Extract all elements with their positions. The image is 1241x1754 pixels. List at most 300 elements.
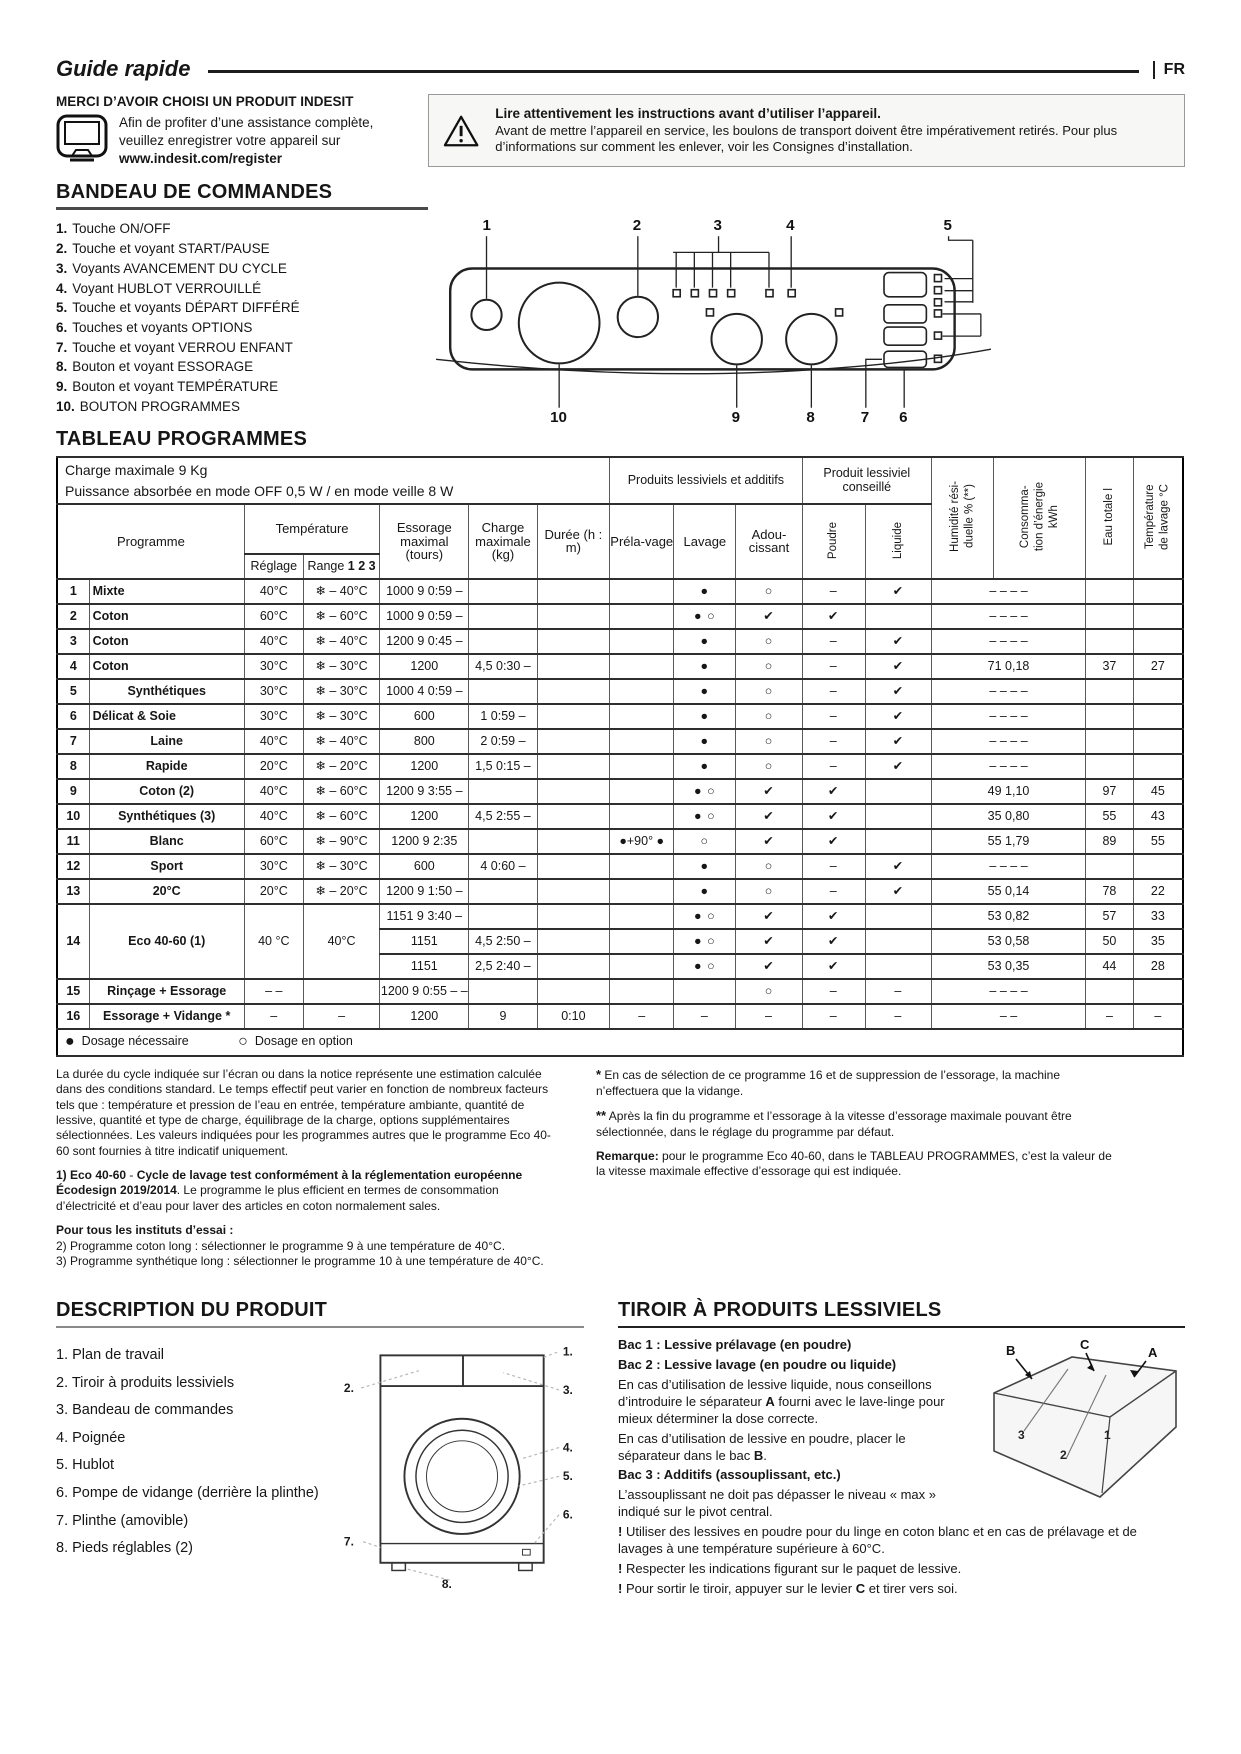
legend-row — [57, 1029, 1183, 1056]
table-row — [57, 829, 1183, 854]
liquid-detergent-note: En cas d’utilisation de lessive liquide, nous conseillons d’introduire le séparateur A fourni avec le lave-linge pour mieux déterminer la dose correcte. — [618, 1377, 945, 1426]
cell-wash: ● ○ — [674, 604, 736, 629]
section-bandeau — [56, 181, 1185, 424]
cell-wash-temp — [1133, 579, 1183, 604]
dot-label: Dosage nécessaire — [81, 1034, 189, 1048]
warning-note-1: ! Utiliser des lessives en poudre pour du linge en coton blanc et en cas de prélavage et de lavages à une température supérieure à 60°C. — [618, 1524, 1137, 1557]
cell-reglage: 40°C — [244, 629, 303, 654]
cell-humidity-energy: 55 1,79 — [931, 829, 1085, 854]
cell-programme-name: Coton — [89, 654, 244, 679]
command-item — [56, 377, 428, 397]
cell-prewash — [610, 904, 674, 929]
cell-wash — [674, 979, 736, 1004]
star-note-2: ** Après la fin du programme et l’essorage à la vitesse d’essorage maximale pouvant être sélectionnée, dans le réglage du programme par défaut. — [596, 1107, 1072, 1139]
cell-softener: ○ — [736, 854, 802, 879]
header-spin: Essorage maximal (tours) — [380, 504, 469, 579]
cell-powder: – — [802, 704, 865, 729]
cell-humidity-energy: 53 0,35 — [931, 954, 1085, 979]
cell-reglage: 40°C — [244, 579, 303, 604]
cell-duration — [537, 829, 610, 854]
header-programme: Programme — [57, 504, 244, 579]
cell-softener: ○ — [736, 729, 802, 754]
cell-range: ❄ – 40°C — [303, 629, 380, 654]
cell-liquid — [865, 604, 931, 629]
cell-programme-name: Essorage + Vidange * — [89, 1004, 244, 1029]
table-row — [57, 654, 1183, 679]
cell-number: 10 — [57, 804, 89, 829]
cell-water — [1086, 679, 1134, 704]
cell-range: ❄ – 60°C — [303, 804, 380, 829]
cell-number: 14 — [57, 904, 89, 979]
cell-programme-name: Sport — [89, 854, 244, 879]
dot-symbol: ● — [65, 1033, 75, 1050]
cell-powder: – — [802, 754, 865, 779]
intro-row — [56, 94, 1185, 167]
cell-humidity-energy: – – – – — [931, 729, 1085, 754]
cell-spin: 1200 — [380, 754, 469, 779]
cell-powder: – — [802, 1004, 865, 1029]
cell-liquid — [865, 954, 931, 979]
cell-prewash — [610, 704, 674, 729]
command-item — [56, 318, 428, 338]
drawer-compartment-1: 1 — [1104, 1428, 1111, 1443]
drawer-label-C: C — [1080, 1339, 1090, 1353]
warning-note-2: ! Respecter les indications figurant sur le paquet de lessive. — [618, 1560, 962, 1576]
footnotes — [56, 1067, 1185, 1269]
cell-spin: 1000 9 0:59 – — [380, 604, 469, 629]
cell-duration — [537, 904, 610, 929]
command-label: Touche ON/OFF — [72, 221, 171, 237]
cell-liquid — [865, 929, 931, 954]
cell-spin: 1000 9 0:59 – — [380, 579, 469, 604]
panel-label-1: 1 — [482, 217, 491, 235]
washing-machine-diagram — [342, 1340, 584, 1592]
cell-water: 57 — [1086, 904, 1134, 929]
cell-wash: ● ○ — [674, 954, 736, 979]
cell-number: 13 — [57, 879, 89, 904]
machine-label-6: 6. — [562, 1507, 573, 1522]
cell-wash: ● — [674, 654, 736, 679]
drawer-label-B: B — [1006, 1343, 1016, 1359]
cell-number: 3 — [57, 629, 89, 654]
cell-wash: ● — [674, 704, 736, 729]
tiroir-title: TIROIR À PRODUITS LESSIVIELS — [618, 1299, 1185, 1328]
cell-softener: ○ — [736, 704, 802, 729]
warning-title: Lire attentivement les instructions avant d’utiliser l’appareil. — [495, 105, 881, 121]
cell-prewash — [610, 629, 674, 654]
cell-load — [469, 879, 537, 904]
max-load: Charge maximale 9 Kg — [65, 462, 208, 479]
cell-prewash — [610, 604, 674, 629]
circle-label: Dosage en option — [254, 1034, 353, 1048]
cell-load: 2,5 2:40 – — [469, 954, 537, 979]
cell-powder: ✔ — [802, 779, 865, 804]
page-title: Guide rapide — [56, 56, 191, 81]
cell-wash: ● — [674, 754, 736, 779]
cell-water: 78 — [1086, 879, 1134, 904]
cell-programme-name: Coton — [89, 629, 244, 654]
command-label: Touches et voyants OPTIONS — [72, 319, 253, 335]
cell-water — [1086, 854, 1134, 879]
cell-number: 16 — [57, 1004, 89, 1029]
cell-water — [1086, 729, 1134, 754]
register-text — [119, 114, 373, 167]
register-url[interactable]: www.indesit.com/register — [119, 150, 283, 166]
cell-reglage: – – — [244, 979, 303, 1004]
cell-liquid: ✔ — [865, 629, 931, 654]
machine-label-2: 2. — [343, 1381, 354, 1396]
command-label: Touche et voyant VERROU ENFANT — [72, 339, 293, 355]
power-consumption: Puissance absorbée en mode OFF 0,5 W / en mode veille 8 W — [65, 482, 454, 499]
cell-spin: 1200 9 0:55 – – — [380, 979, 469, 1004]
cell-water: 97 — [1086, 779, 1134, 804]
powder-detergent-note: En cas d’utilisation de lessive en poudre, placer le séparateur dans le bac B. — [618, 1430, 906, 1463]
programme-rows-bottom — [57, 979, 1183, 1029]
cell-liquid: – — [865, 979, 931, 1004]
cell-load: 2 0:59 – — [469, 729, 537, 754]
register-block — [56, 94, 428, 167]
cell-range: ❄ – 40°C — [303, 729, 380, 754]
cell-range: ❄ – 20°C — [303, 879, 380, 904]
cell-number: 1 — [57, 579, 89, 604]
header-energy: Consomma- tion d’énergie kWh — [994, 457, 1086, 579]
eco-note: 1) Eco 40-60 - Cycle de lavage test conformément à la réglementation européenne Écodesign 2019/2014. Le programme le plus efficient en termes de consommation d’électricité et d’eau pour laver des articles en coton normalement sales. — [56, 1168, 523, 1213]
cell-softener: ✔ — [736, 954, 802, 979]
cell-load: 4,5 2:50 – — [469, 929, 537, 954]
cell-load — [469, 904, 537, 929]
table-row — [57, 729, 1183, 754]
panel-label-10: 10 — [550, 409, 567, 425]
cell-reglage: 30°C — [244, 854, 303, 879]
cell-duration — [537, 704, 610, 729]
thanks-title: MERCI D’AVOIR CHOISI UN PRODUIT INDESIT — [56, 94, 354, 109]
cell-spin: 1200 9 1:50 – — [380, 879, 469, 904]
cell-wash: – — [674, 1004, 736, 1029]
cell-number: 2 — [57, 604, 89, 629]
cell-range: ❄ – 40°C — [303, 579, 380, 604]
cell-wash: ● — [674, 729, 736, 754]
cell-softener: ○ — [736, 979, 802, 1004]
cell-softener: ✔ — [736, 804, 802, 829]
cell-powder: – — [802, 854, 865, 879]
table-row — [57, 754, 1183, 779]
cell-programme-name: Rinçage + Essorage — [89, 979, 244, 1004]
panel-label-5: 5 — [943, 217, 952, 235]
drawer-compartment-3: 3 — [1018, 1428, 1025, 1443]
programme-table — [56, 456, 1184, 1057]
cell-wash: ● ○ — [674, 904, 736, 929]
cell-wash-temp: 27 — [1133, 654, 1183, 679]
cell-humidity-energy: 55 0,14 — [931, 879, 1085, 904]
cell-softener: ✔ — [736, 779, 802, 804]
cell-water — [1086, 704, 1134, 729]
cell-range: ❄ – 20°C — [303, 754, 380, 779]
header-wash: Lavage — [674, 504, 736, 579]
header-duration: Durée (h : m) — [537, 504, 610, 579]
command-number: 9. — [56, 379, 68, 395]
command-label: Bouton et voyant ESSORAGE — [72, 359, 254, 375]
header-liquid: Liquide — [865, 504, 931, 579]
section-tiroir — [618, 1299, 1185, 1600]
cell-liquid: ✔ — [865, 879, 931, 904]
detergent-drawer-diagram — [980, 1339, 1185, 1511]
cell-programme-name: Mixte — [89, 579, 244, 604]
cell-duration — [537, 654, 610, 679]
cell-humidity-energy: – – – – — [931, 854, 1085, 879]
cell-humidity-energy: 53 0,82 — [931, 904, 1085, 929]
cell-liquid — [865, 904, 931, 929]
cell-spin: 800 — [380, 729, 469, 754]
command-label: BOUTON PROGRAMMES — [79, 398, 241, 414]
star-note-1: * En cas de sélection de ce programme 16 et de suppression de l’essorage, la machine n’effectuera que la vidange. — [596, 1066, 1061, 1098]
cell-humidity-energy: – – – – — [931, 754, 1085, 779]
cell-range: ❄ – 60°C — [303, 779, 380, 804]
header-powder: Poudre — [802, 504, 865, 579]
cell-liquid: ✔ — [865, 704, 931, 729]
header-prewash: Préla-vage — [610, 504, 674, 579]
cell-humidity-energy: – – – – — [931, 679, 1085, 704]
header-rule — [208, 70, 1138, 73]
cell-powder: – — [802, 729, 865, 754]
cell-powder: ✔ — [802, 804, 865, 829]
control-panel-diagram — [428, 210, 998, 424]
cell-load — [469, 829, 537, 854]
test-institutes-title: Pour tous les instituts d’essai : — [56, 1223, 234, 1238]
cell-humidity-energy: – – — [931, 1004, 1085, 1029]
cell-programme-name: 20°C — [89, 879, 244, 904]
table-row — [57, 704, 1183, 729]
cell-number: 12 — [57, 854, 89, 879]
description-item: 4. Poignée — [56, 1429, 126, 1446]
cell-load: 4 0:60 – — [469, 854, 537, 879]
cell-duration: 0:10 — [537, 1004, 610, 1029]
cell-reglage: 30°C — [244, 654, 303, 679]
cell-wash: ● — [674, 579, 736, 604]
warning-body: Avant de mettre l’appareil en service, les boulons de transport doivent être impérativement retirés. Pour plus d’informations sur comment les enlever, voir les Consignes d’installation. — [495, 122, 1118, 155]
bac1-title: Bac 1 : Lessive prélavage (en poudre) — [618, 1337, 852, 1353]
cell-range: ❄ – 30°C — [303, 679, 380, 704]
cell-reglage: 20°C — [244, 754, 303, 779]
cell-duration — [537, 729, 610, 754]
cell-wash: ● — [674, 679, 736, 704]
cell-number: 6 — [57, 704, 89, 729]
cell-humidity-energy: 35 0,80 — [931, 804, 1085, 829]
cell-prewash: ●+90° ● — [610, 829, 674, 854]
cell-wash-temp: 22 — [1133, 879, 1183, 904]
command-number: 7. — [56, 339, 68, 355]
cell-humidity-energy: – – – – — [931, 979, 1085, 1004]
cell-duration — [537, 854, 610, 879]
cell-powder: – — [802, 629, 865, 654]
header-softener: Adou-cissant — [736, 504, 802, 579]
cell-liquid: ✔ — [865, 654, 931, 679]
warning-box — [428, 94, 1185, 167]
cell-spin: 1151 — [380, 929, 469, 954]
panel-label-9: 9 — [731, 409, 741, 425]
command-number: 4. — [56, 280, 68, 296]
cell-prewash — [610, 779, 674, 804]
command-item — [56, 338, 428, 358]
bandeau-title: BANDEAU DE COMMANDES — [56, 181, 428, 210]
cell-liquid — [865, 779, 931, 804]
cell-liquid — [865, 804, 931, 829]
cell-programme-name: Eco 40-60 (1) — [89, 904, 244, 979]
bac3-title: Bac 3 : Additifs (assouplissant, etc.) — [618, 1467, 841, 1483]
cell-wash: ○ — [674, 829, 736, 854]
header-water: Eau totale l — [1086, 457, 1134, 579]
cell-liquid: ✔ — [865, 754, 931, 779]
cell-reglage: 20°C — [244, 879, 303, 904]
register-line2: veuillez enregistrer votre appareil sur — [119, 132, 341, 148]
footnotes-left — [56, 1067, 556, 1269]
drawer-compartment-2: 2 — [1060, 1448, 1067, 1463]
command-item — [56, 298, 428, 318]
command-number: 5. — [56, 300, 68, 316]
cell-softener: ✔ — [736, 829, 802, 854]
table-row — [57, 904, 1183, 929]
machine-label-4: 4. — [562, 1440, 573, 1455]
cell-range: ❄ – 90°C — [303, 829, 380, 854]
cell-number: 5 — [57, 679, 89, 704]
cell-wash-temp — [1133, 604, 1183, 629]
cell-softener: ○ — [736, 679, 802, 704]
cell-liquid: ✔ — [865, 579, 931, 604]
cell-wash: ● ○ — [674, 779, 736, 804]
cell-duration — [537, 579, 610, 604]
panel-label-8: 8 — [806, 409, 815, 425]
cell-reglage: 40°C — [244, 804, 303, 829]
test-institutes-2: 2) Programme coton long : sélectionner le programme 9 à une température de 40°C. — [56, 1238, 506, 1253]
header-residual-humidity: Humidité rési- duelle % (**) — [931, 457, 993, 579]
cell-wash-temp — [1133, 629, 1183, 654]
cell-water — [1086, 979, 1134, 1004]
cell-load — [469, 579, 537, 604]
panel-label-6: 6 — [899, 409, 908, 425]
machine-label-1: 1. — [562, 1344, 573, 1359]
cell-load: 9 — [469, 1004, 537, 1029]
cell-spin: 1200 — [380, 804, 469, 829]
header-wash-temp: Température de lavage °C — [1133, 457, 1183, 579]
cell-powder: – — [802, 879, 865, 904]
cell-humidity-energy: 71 0,18 — [931, 654, 1085, 679]
language-badge: FR — [1153, 61, 1185, 79]
cell-number: 11 — [57, 829, 89, 854]
cell-duration — [537, 879, 610, 904]
cell-number: 4 — [57, 654, 89, 679]
cell-programme-name: Coton (2) — [89, 779, 244, 804]
eco-40-60-block — [57, 904, 1183, 979]
command-number: 3. — [56, 260, 68, 276]
cell-number: 9 — [57, 779, 89, 804]
command-item — [56, 259, 428, 279]
tiroir-body — [618, 1337, 1185, 1597]
cell-wash-temp — [1133, 729, 1183, 754]
cell-reglage: 30°C — [244, 704, 303, 729]
cell-number: 7 — [57, 729, 89, 754]
cell-range: 40°C — [303, 904, 380, 979]
cell-softener: ✔ — [736, 904, 802, 929]
cell-softener: – — [736, 1004, 802, 1029]
cell-programme-name: Coton — [89, 604, 244, 629]
command-item — [56, 279, 428, 299]
cell-programme-name: Synthétiques (3) — [89, 804, 244, 829]
doc-header — [56, 56, 1185, 82]
panel-label-7: 7 — [860, 409, 870, 425]
machine-label-3: 3. — [562, 1382, 573, 1397]
bac2-title: Bac 2 : Lessive lavage (en poudre ou liquide) — [618, 1357, 897, 1373]
cell-powder: ✔ — [802, 929, 865, 954]
machine-label-7: 7. — [343, 1534, 354, 1549]
cell-wash-temp: 33 — [1133, 904, 1183, 929]
cell-spin: 1200 — [380, 1004, 469, 1029]
command-item — [56, 239, 428, 259]
cell-programme-name: Laine — [89, 729, 244, 754]
cell-prewash — [610, 954, 674, 979]
cell-liquid: ✔ — [865, 729, 931, 754]
cell-duration — [537, 804, 610, 829]
cell-liquid: ✔ — [865, 854, 931, 879]
cell-load — [469, 604, 537, 629]
cell-spin: 1151 — [380, 954, 469, 979]
description-item: 7. Plinthe (amovible) — [56, 1512, 189, 1529]
command-label: Bouton et voyant TEMPÉRATURE — [72, 379, 279, 395]
description-item: 5. Hublot — [56, 1457, 115, 1474]
cell-load — [469, 679, 537, 704]
drawer-label-A: A — [1148, 1345, 1158, 1361]
cell-wash: ● — [674, 879, 736, 904]
cell-range: – — [303, 1004, 380, 1029]
description-item: 3. Bandeau de commandes — [56, 1402, 234, 1419]
cell-duration — [537, 629, 610, 654]
table-row — [57, 779, 1183, 804]
cell-wash: ● — [674, 854, 736, 879]
cell-range — [303, 979, 380, 1004]
cell-number: 15 — [57, 979, 89, 1004]
cell-spin: 1200 9 0:45 – — [380, 629, 469, 654]
cell-range: ❄ – 30°C — [303, 654, 380, 679]
cell-powder: ✔ — [802, 904, 865, 929]
panel-label-2: 2 — [632, 217, 642, 235]
cell-programme-name: Synthétiques — [89, 679, 244, 704]
command-list — [56, 219, 428, 416]
cell-water: 37 — [1086, 654, 1134, 679]
cell-reglage: 60°C — [244, 604, 303, 629]
cell-duration — [537, 979, 610, 1004]
softener-note: L’assouplissant ne doit pas dépasser le niveau « max » indiqué sur le pivot central. — [618, 1487, 936, 1520]
table-row — [57, 804, 1183, 829]
description-list — [56, 1342, 342, 1592]
cell-reglage: 40 °C — [244, 904, 303, 979]
command-label: Voyant HUBLOT VERROUILLÉ — [72, 280, 262, 296]
cell-programme-name: Délicat & Soie — [89, 704, 244, 729]
cell-softener: ✔ — [736, 929, 802, 954]
cell-powder: – — [802, 979, 865, 1004]
cell-duration — [537, 779, 610, 804]
cell-duration — [537, 679, 610, 704]
table-row — [57, 979, 1183, 1004]
warning-triangle-icon — [443, 105, 479, 157]
cell-water: 44 — [1086, 954, 1134, 979]
command-number: 1. — [56, 221, 68, 237]
table-row — [57, 604, 1183, 629]
command-number: 6. — [56, 319, 68, 335]
cell-wash-temp — [1133, 704, 1183, 729]
cell-wash: ● ○ — [674, 804, 736, 829]
table-row — [57, 629, 1183, 654]
cell-load: 4,5 2:55 – — [469, 804, 537, 829]
cell-reglage: 40°C — [244, 779, 303, 804]
cell-humidity-energy: – – – – — [931, 704, 1085, 729]
